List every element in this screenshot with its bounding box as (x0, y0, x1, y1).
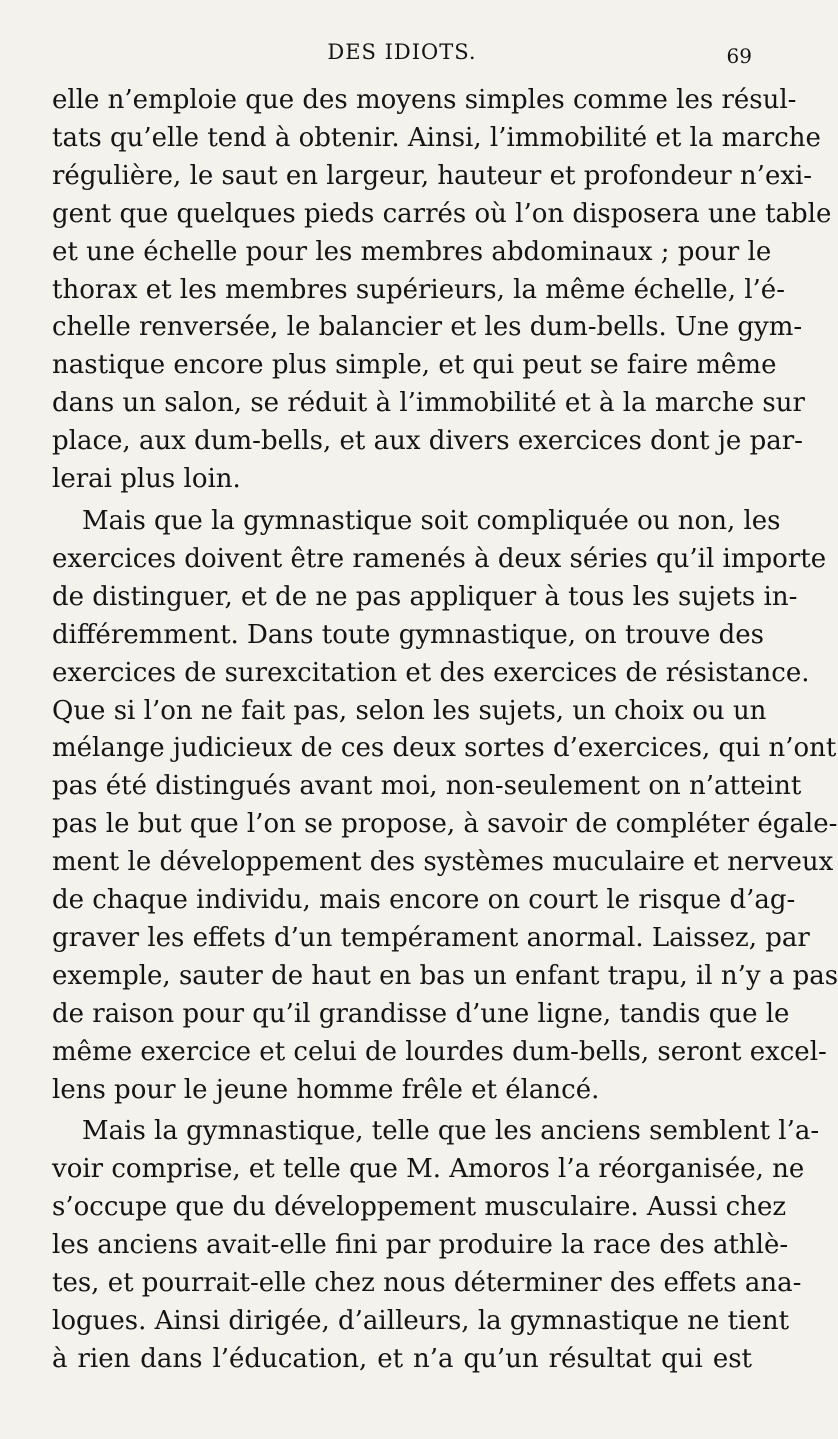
text-line: mélange judicieux de ces deux sortes d’exercices, qui n’ont (52, 733, 837, 764)
text-line: s’occupe que du développement musculaire. Aussi chez (52, 1192, 787, 1223)
text-line: de distinguer, et de ne pas appliquer à tous les sujets in- (52, 581, 798, 612)
paragraph (52, 1113, 820, 1378)
running-title: DES IDIOTS. (327, 40, 477, 64)
text-line: graver les effets d’un tempérament anormal. Laissez, par (52, 922, 810, 953)
text-line: lens pour le jeune homme frêle et élancé. (52, 1074, 600, 1105)
text-line: pas le but que l’on se propose, à savoir de compléter égale- (52, 809, 838, 840)
page-number: 69 (726, 44, 752, 68)
text-line: exemple, sauter de haut en bas un enfant trapu, il n’y a pas (52, 960, 838, 991)
text-line: logues. Ainsi dirigée, d’ailleurs, la gymnastique ne tient (52, 1306, 790, 1336)
text-line: elle n’emploie que des moyens simples comme les résul- (52, 85, 797, 115)
text-line: de chaque individu, mais encore on court le risque d’ag- (52, 885, 796, 916)
text-line: exercices de surexcitation et des exercices de résistance. (52, 657, 810, 688)
text-line: tats qu’elle tend à obtenir. Ainsi, l’immobilité et la marche (52, 122, 821, 153)
text-line: voir comprise, et telle que M. Amoros l’a réorganisée, ne (52, 1154, 805, 1185)
text-line: et une échelle pour les membres abdominaux ; pour le (52, 236, 772, 267)
text-line: place, aux dum-bells, et aux divers exercices dont je par- (52, 426, 803, 457)
text-line: les anciens avait-elle fini par produire la race des athlè- (52, 1230, 789, 1261)
text-line: dans un salon, se réduit à l’immobilité et à la marche sur (52, 388, 805, 419)
paragraph (52, 82, 832, 499)
text-line: nastique encore plus simple, et qui peut se faire même (52, 350, 777, 381)
text-line: exercices doivent être ramenés à deux séries qu’il importe (52, 543, 827, 574)
text-line: gent que quelques pieds carrés où l’on disposera une table (52, 198, 832, 229)
text-line: Mais la gymnastique, telle que les anciens semblent l’a- (82, 1116, 820, 1147)
text-line: ment le développement des systèmes muculaire et nerveux (52, 847, 834, 878)
text-line: thorax et les membres supérieurs, la même échelle, l’é- (52, 274, 785, 305)
text-line: différemment. Dans toute gymnastique, on trouve des (52, 619, 764, 650)
text-line: lerai plus loin. (52, 464, 241, 495)
text-line: chelle renversée, le balancier et les dum-bells. Une gym- (52, 312, 803, 343)
text-line: même exercice et celui de lourdes dum-bells, seront excel- (52, 1036, 827, 1067)
text-line: de raison pour qu’il grandisse d’une ligne, tandis que le (52, 998, 790, 1029)
page-header (52, 40, 752, 84)
text-line: Que si l’on ne fait pas, selon les sujets, un choix ou un (52, 695, 767, 726)
body-text (52, 82, 838, 1379)
text-line: à rien dans l’éducation, et n’a qu’un résultat qui est (52, 1343, 752, 1374)
paragraph (52, 503, 838, 1110)
text-line: Mais que la gymnastique soit compliquée ou non, les (82, 505, 781, 536)
text-line: régulière, le saut en largeur, hauteur et profondeur n’exi- (52, 160, 813, 191)
text-line: tes, et pourrait-elle chez nous déterminer des effets ana- (52, 1268, 802, 1299)
text-line: pas été distingués avant moi, non-seulement on n’atteint (52, 771, 802, 802)
